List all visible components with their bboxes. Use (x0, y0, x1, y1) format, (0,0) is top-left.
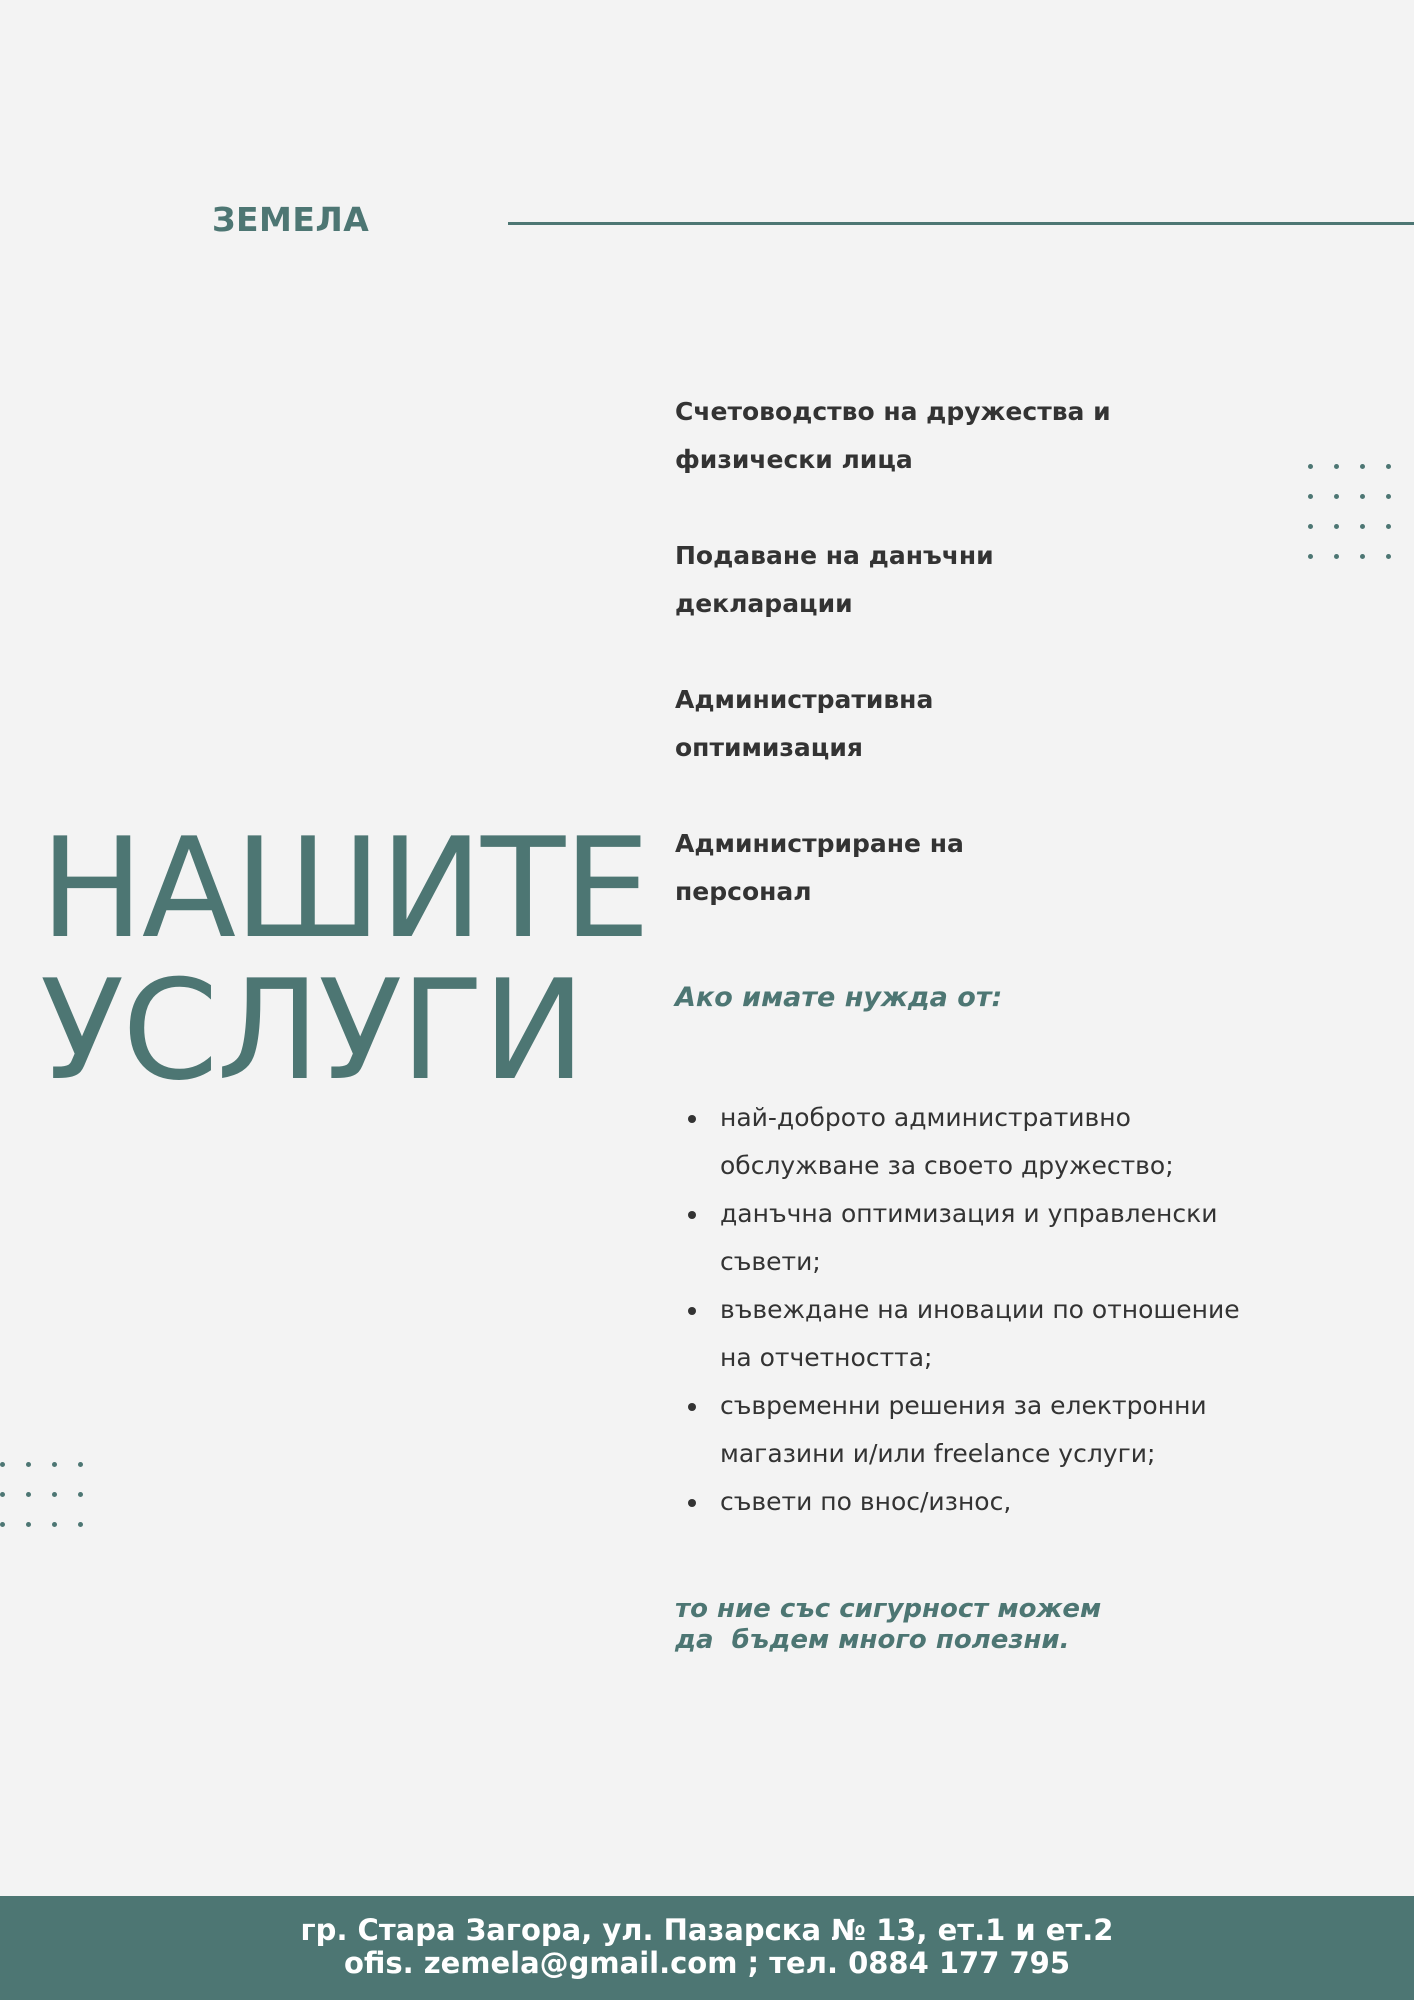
list-item-line: магазини и/или freelance услуги; (720, 1439, 1156, 1468)
service-item (675, 820, 1115, 916)
decorative-dot-grid-top (1308, 464, 1391, 559)
list-item-line: обслужване за своето дружество; (720, 1151, 1174, 1180)
service-item (675, 532, 1115, 628)
needs-bullet-list (675, 1094, 1300, 1526)
service-line: декларации (675, 589, 853, 618)
list-item (720, 1286, 1300, 1382)
closing-line: да бъдем много полезни. (675, 1625, 1070, 1655)
footer-address: гр. Стара Загора, ул. Пазарска № 13, ет.1 и ет.2 (300, 1913, 1114, 1947)
footer-contact-bar (0, 1896, 1414, 2000)
page-title-line-1: НАШИТЕ (40, 808, 649, 969)
service-line: Административна (675, 685, 934, 714)
list-item-line: данъчна оптимизация и управленски (720, 1199, 1218, 1228)
service-item (675, 388, 1115, 484)
list-item-line: съвети по внос/износ, (720, 1487, 1012, 1516)
brand-name: ЗЕМЕЛА (212, 200, 370, 239)
service-line: Администриране на (675, 829, 964, 858)
service-line: оптимизация (675, 733, 863, 762)
page-title (40, 808, 649, 1111)
service-item (675, 676, 1115, 772)
list-item-line: на отчетността; (720, 1343, 933, 1372)
need-heading: Ако имате нужда от: (675, 982, 1003, 1013)
service-line: персонал (675, 877, 812, 906)
list-item-line: най-доброто административно (720, 1103, 1131, 1132)
footer-contact: ofis. zemela@gmail.com ; тел. 0884 177 795 (343, 1946, 1071, 1980)
list-item (720, 1382, 1300, 1478)
list-item (720, 1094, 1300, 1190)
service-line: физически лица (675, 445, 913, 474)
list-item-line: съвети; (720, 1247, 821, 1276)
header-divider (508, 222, 1414, 225)
list-item (720, 1478, 1300, 1526)
service-line: Подаване на данъчни (675, 541, 994, 570)
list-item-line: съвременни решения за електронни (720, 1391, 1207, 1420)
closing-statement (675, 1594, 1101, 1656)
decorative-dot-grid-bottom (0, 1462, 83, 1527)
list-item-line: въвеждане на иновации по отношение (720, 1295, 1240, 1324)
list-item (720, 1190, 1300, 1286)
page-title-line-2: УСЛУГИ (40, 950, 584, 1111)
closing-line: то ние със сигурност можем (675, 1594, 1102, 1624)
services-list (675, 388, 1115, 916)
service-line: Счетоводство на дружества и (675, 397, 1111, 426)
